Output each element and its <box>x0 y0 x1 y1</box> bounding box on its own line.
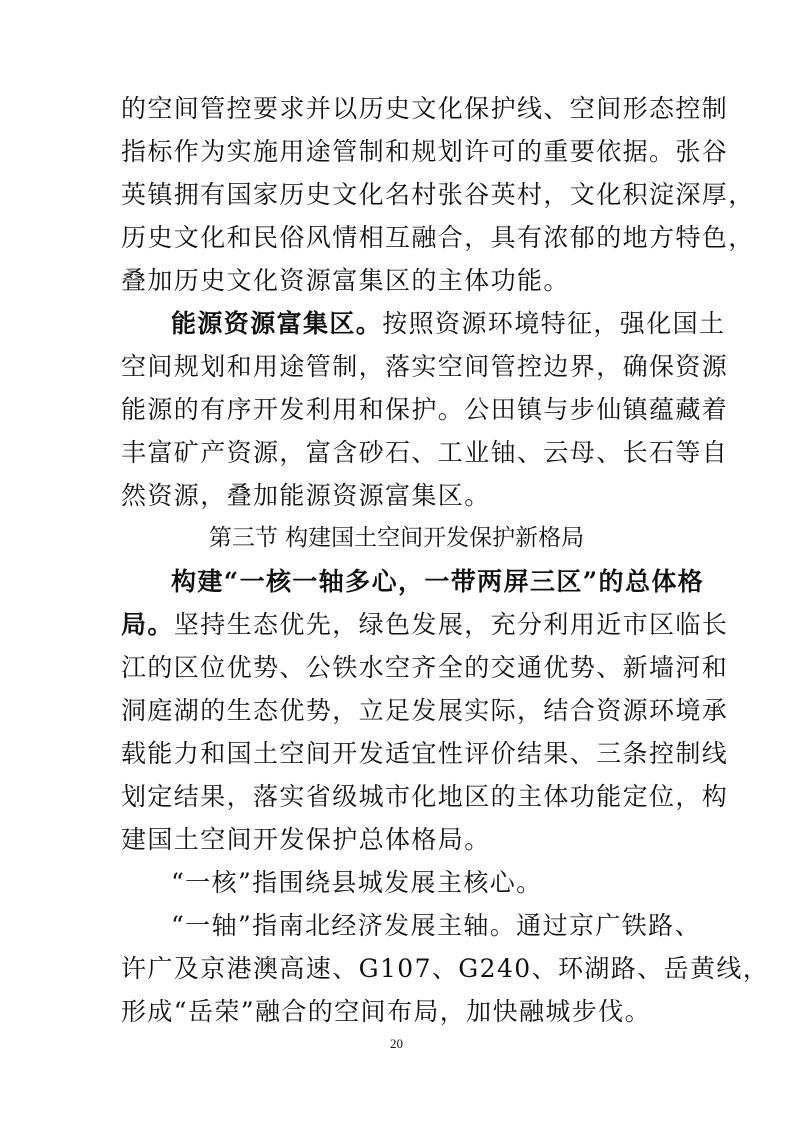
body-text-line: 叠加历史文化资源富集区的主体功能。 <box>121 266 570 295</box>
body-text-line: 洞庭湖的生态优势，立足发展实际，结合资源环境承 <box>121 696 729 725</box>
section-heading: 第三节 构建国土空间开发保护新格局 <box>208 525 585 551</box>
body-text-line: 历史文化和民俗风情相互融合，具有浓郁的地方特色， <box>121 223 755 252</box>
paragraph-line <box>121 603 728 646</box>
body-text-line: 江的区位优势、公铁水空齐全的交通优势、新墙河和 <box>121 653 729 682</box>
body-text-line: “一轴”指南北经济发展主轴。通过京广铁路、 <box>171 911 701 940</box>
body-text-line: 英镇拥有国家历史文化名村张谷英村，文化积淀深厚， <box>121 180 755 209</box>
body-text-line: 然资源，叠加能源资源富集区。 <box>121 481 491 510</box>
bold-lead-text: 局。 <box>121 610 174 639</box>
paragraph-first-line <box>171 302 725 345</box>
bold-lead-text: 能源资源富集区。 <box>171 309 383 338</box>
body-text-line: 许广及京港澳高速、G107、G240、环湖路、岳黄线， <box>121 954 770 983</box>
body-text: 按照资源环境特征，强化国土 <box>382 309 726 338</box>
body-text-line: 划定结果，落实省级城市化地区的主体功能定位，构 <box>121 782 729 811</box>
body-text-line: 建国土空间开发保护总体格局。 <box>121 825 491 854</box>
body-text-line: 的空间管控要求并以历史文化保护线、空间形态控制 <box>121 94 729 123</box>
body-text-line: “一核”指围绕县城发展主核心。 <box>171 868 543 897</box>
bold-lead-line: 构建“一核一轴多心，一带两屏三区”的总体格 <box>171 567 705 596</box>
body-text-line: 空间规划和用途管制，落实空间管控边界，确保资源 <box>121 352 729 381</box>
body-text: 坚持生态优先，绿色发展，充分利用近市区临长 <box>173 610 729 639</box>
body-text-line: 载能力和国土空间开发适宜性评价结果、三条控制线 <box>121 739 729 768</box>
page-number: 20 <box>390 1036 403 1051</box>
body-text-line: 能源的有序开发利用和保护。公田镇与步仙镇蕴藏着 <box>121 395 729 424</box>
body-text-line: 形成“岳荣”融合的空间布局，加快融城步伐。 <box>121 997 651 1026</box>
body-text-line: 指标作为实施用途管制和规划许可的重要依据。张谷 <box>121 137 729 166</box>
body-text-line: 丰富矿产资源，富含砂石、工业铀、云母、长石等自 <box>121 438 729 467</box>
